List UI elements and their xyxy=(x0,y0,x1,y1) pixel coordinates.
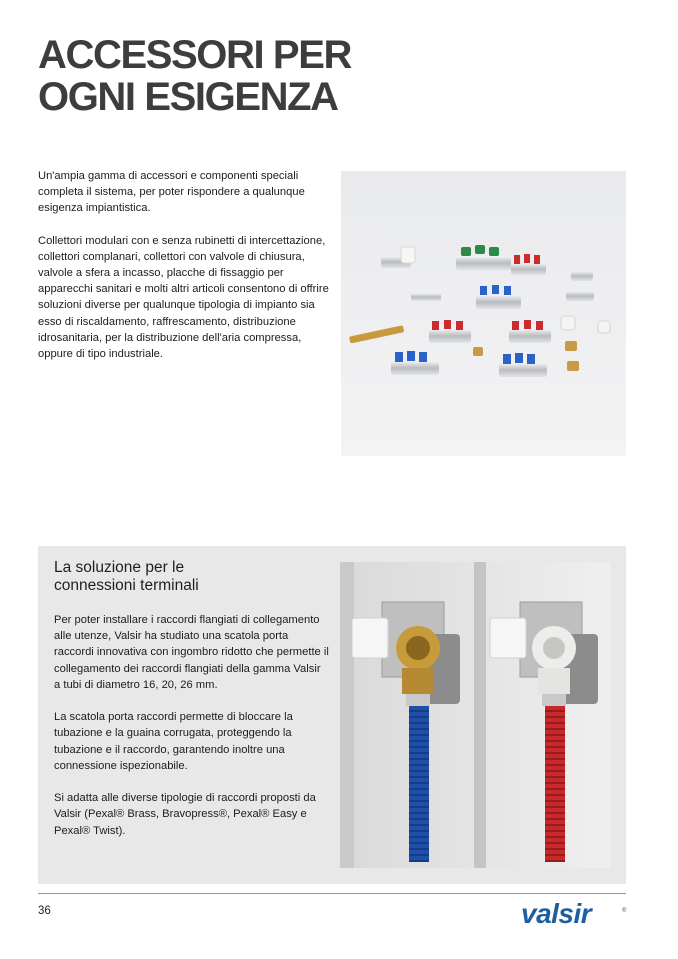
panel-text xyxy=(54,612,329,855)
footer-divider xyxy=(38,893,626,894)
page-title xyxy=(38,34,351,118)
intro-paragraph-1: Un'ampia gamma di accessori e componenti speciali completa il sistema, per poter rispondere a qualunque esigenza impiantistica. xyxy=(38,170,305,215)
intro-paragraph-2: Collettori modulari con e senza rubinetti di intercettazione, collettori complanari, collettori con valvole di chiusura, valvole a sfera a incasso, placche di fissaggio per apparecchi sanitari e molti altri articoli consentono di offrire soluzioni diverse per qualunque tipologia di impianto sia esso di riscaldamento, raffrescamento, distribuzione idrosanitaria, per la distribuzione dell'aria compressa, oppure di tipo industriale. xyxy=(38,234,329,361)
panel-paragraph-3: Si adatta alle diverse tipologie di raccordi proposti da Valsir (Pexal® Brass, Bravopress®, Pexal® Easy e Pexal® Twist). xyxy=(54,792,316,837)
panel-title-line-1: La soluzione per le xyxy=(54,559,185,576)
logo-wordmark: valsir xyxy=(521,898,592,929)
panel-paragraph-1: Per poter installare i raccordi flangiati di collegamento alle utenze, Valsir ha studiato una scatola porta raccordi innovativa con ingombro ridotto che permette il collegamento dei raccordi flangiati della gamma Valsir a tubi di diametro 16, 20, 26 mm. xyxy=(54,614,329,691)
accessories-product-photo xyxy=(341,171,626,456)
terminal-connections-panel xyxy=(38,546,626,884)
fitting-box-product-photo xyxy=(340,562,610,868)
title-line-2: OGNI ESIGENZA xyxy=(38,75,338,119)
panel-title-line-2: connessioni terminali xyxy=(54,577,199,594)
title-line-1: ACCESSORI PER xyxy=(38,33,351,77)
registered-mark: ® xyxy=(622,908,627,914)
page-number: 36 xyxy=(38,905,51,917)
valsir-logo xyxy=(521,898,631,932)
intro-text xyxy=(38,168,330,378)
panel-title xyxy=(54,559,354,595)
panel-paragraph-2: La scatola porta raccordi permette di bloccare la tubazione e la guaina corrugata, proteggendo la tubazione e il raccordo, garantendo inoltre una connessione ispezionabile. xyxy=(54,711,293,772)
